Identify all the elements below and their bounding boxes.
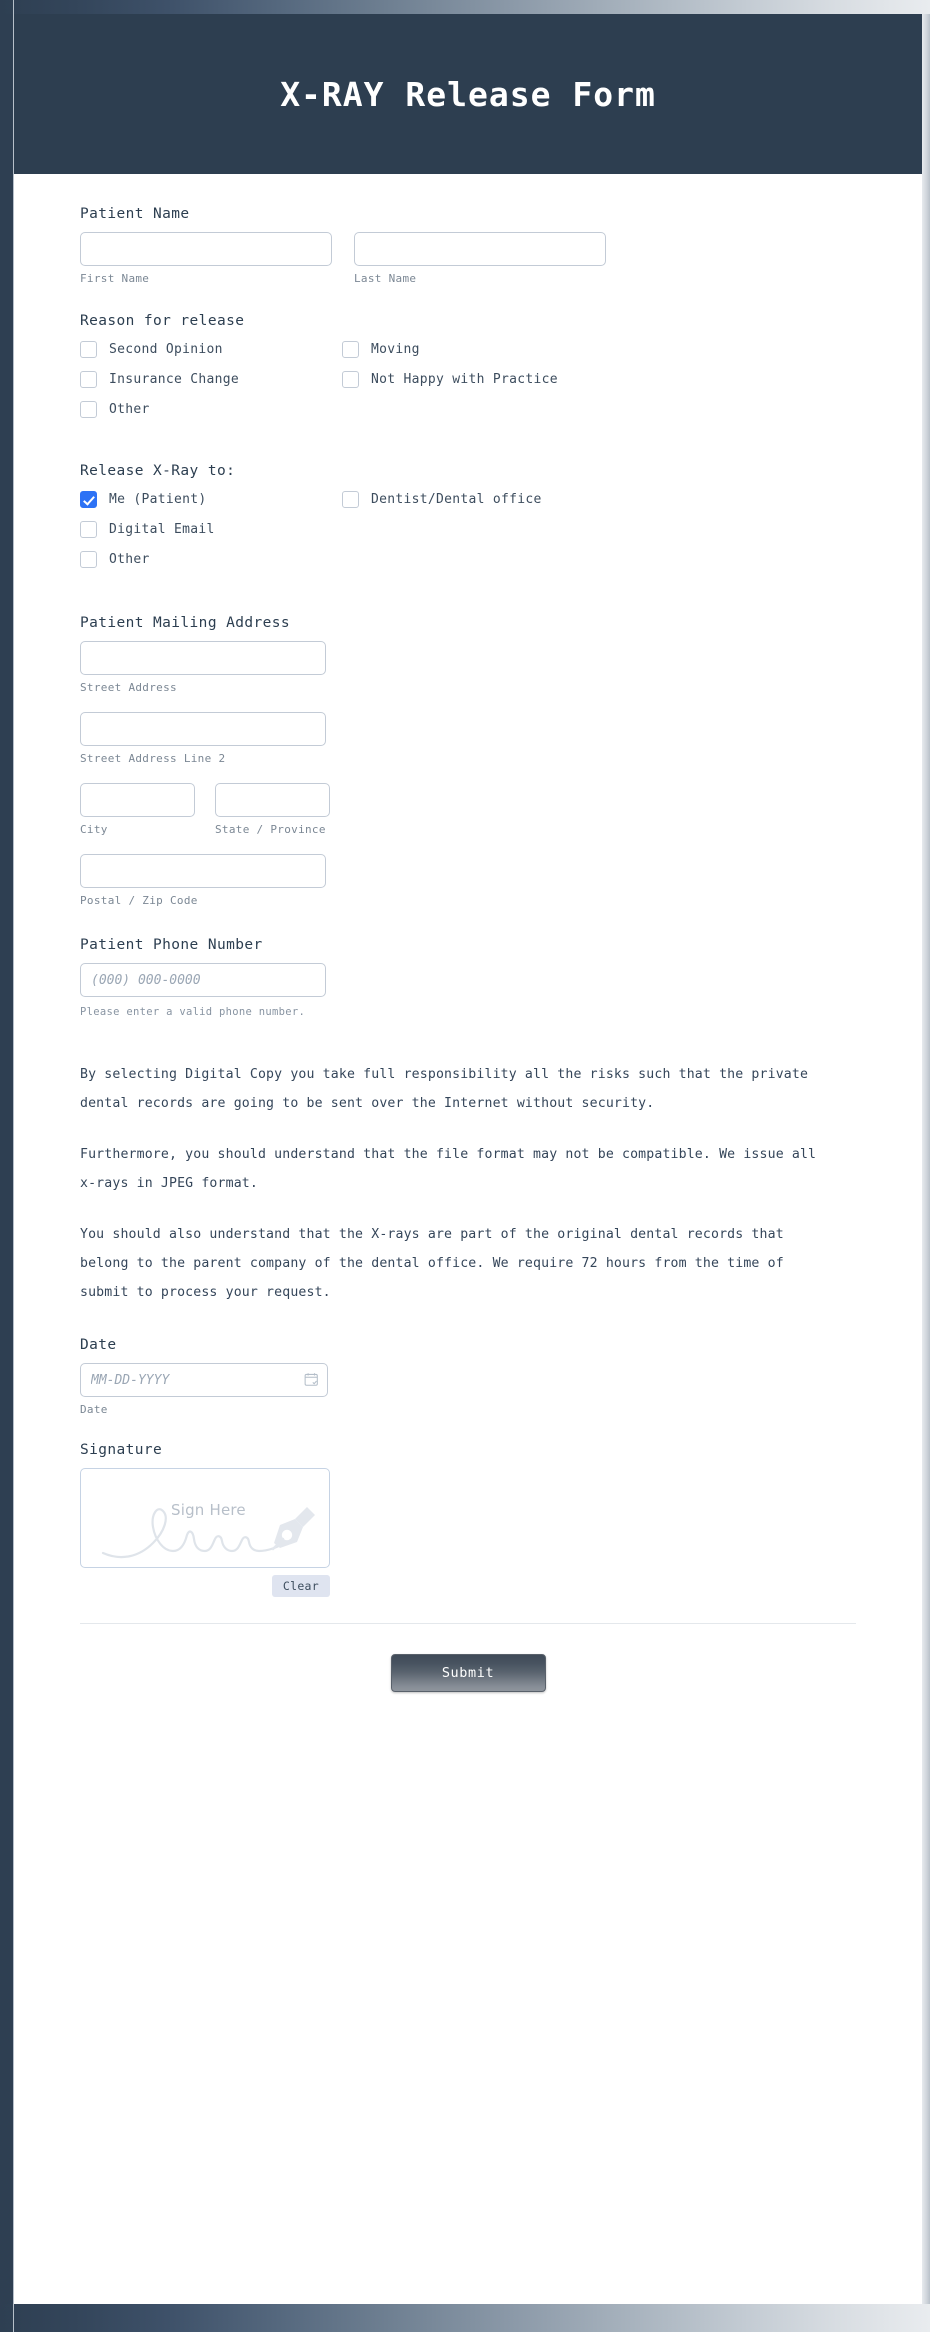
patient-name-row [80, 232, 856, 285]
street-address-2-sublabel: Street Address Line 2 [80, 752, 226, 765]
release-to-field [80, 463, 856, 579]
form-body [14, 174, 922, 1732]
checkbox-label: Me (Patient) [109, 492, 207, 507]
phone-label: Patient Phone Number [80, 937, 263, 953]
checkbox-label: Digital Email [109, 522, 215, 537]
submit-button[interactable]: Submit [391, 1654, 546, 1692]
checkbox-unchecked-icon[interactable] [342, 341, 359, 358]
checkbox-item[interactable] [80, 339, 342, 360]
signature-field [80, 1442, 856, 1597]
release-to-right-column [342, 489, 642, 579]
date-sublabel: Date [80, 1403, 108, 1416]
checkbox-unchecked-icon[interactable] [80, 341, 97, 358]
form-header [14, 14, 922, 174]
clear-signature-button[interactable]: Clear [272, 1575, 330, 1597]
checkbox-unchecked-icon[interactable] [80, 401, 97, 418]
mailing-address-label: Patient Mailing Address [80, 615, 290, 631]
checkbox-item[interactable] [342, 339, 642, 360]
city-input[interactable] [80, 783, 195, 817]
street-address-2-input[interactable] [80, 712, 326, 746]
checkbox-label: Other [109, 402, 150, 417]
last-name-group [354, 232, 606, 285]
checkbox-item[interactable] [80, 489, 342, 510]
state-input[interactable] [215, 783, 330, 817]
checkbox-item[interactable] [80, 549, 342, 570]
pen-nib-icon [273, 1507, 315, 1549]
reason-left-column [80, 339, 342, 429]
street-address-group [80, 641, 326, 694]
first-name-group [80, 232, 332, 285]
checkbox-label: Not Happy with Practice [371, 372, 558, 387]
checkbox-unchecked-icon[interactable] [342, 371, 359, 388]
disclaimer-paragraph: Furthermore, you should understand that the file format may not be compatible. We issue all x-rays in JPEG format. [80, 1147, 817, 1191]
checkbox-item[interactable] [80, 399, 342, 420]
street-address-sublabel: Street Address [80, 681, 177, 694]
mailing-address-field [80, 615, 856, 907]
reason-right-column [342, 339, 642, 429]
reason-for-release-field [80, 313, 856, 429]
signature-label: Signature [80, 1442, 163, 1458]
checkbox-label: Second Opinion [109, 342, 223, 357]
signature-pad[interactable] [80, 1468, 330, 1568]
checkbox-item[interactable] [80, 369, 342, 390]
checkbox-item[interactable] [80, 519, 342, 540]
window-left-hairline [13, 0, 14, 2332]
state-sublabel: State / Province [215, 823, 326, 836]
disclaimer-paragraph: By selecting Digital Copy you take full responsibility all the risks such that the private dental records are going to be sent over the Internet without security. [80, 1067, 809, 1111]
city-state-row [80, 783, 856, 836]
first-name-sublabel: First Name [80, 272, 150, 285]
phone-input[interactable] [80, 963, 326, 997]
checkbox-item[interactable] [342, 369, 642, 390]
window-right-edge [922, 0, 930, 2332]
window-left-edge [0, 0, 13, 2332]
first-name-input[interactable] [80, 232, 332, 266]
checkbox-unchecked-icon[interactable] [80, 551, 97, 568]
release-to-left-column [80, 489, 342, 579]
form-card [14, 14, 922, 2304]
patient-name-field [80, 206, 856, 285]
window-bottom-gradient-strip [0, 2304, 930, 2332]
postal-code-group [80, 854, 326, 907]
window-top-gradient-strip [0, 0, 930, 14]
reason-for-release-label: Reason for release [80, 313, 245, 329]
checkbox-item[interactable] [342, 489, 642, 510]
checkbox-label: Moving [371, 342, 420, 357]
submit-area [80, 1624, 856, 1732]
date-group [80, 1363, 328, 1416]
checkbox-unchecked-icon[interactable] [80, 521, 97, 538]
release-to-label: Release X-Ray to: [80, 463, 236, 479]
city-sublabel: City [80, 823, 108, 836]
reason-for-release-options [80, 339, 856, 429]
phone-hint: Please enter a valid phone number. [80, 1006, 306, 1018]
street-address-input[interactable] [80, 641, 326, 675]
postal-code-sublabel: Postal / Zip Code [80, 894, 198, 907]
checkbox-unchecked-icon[interactable] [342, 491, 359, 508]
checkbox-unchecked-icon[interactable] [80, 371, 97, 388]
last-name-input[interactable] [354, 232, 606, 266]
date-input[interactable] [80, 1363, 328, 1397]
checkbox-checked-icon[interactable] [80, 491, 97, 508]
checkbox-label: Insurance Change [109, 372, 240, 387]
checkbox-label: Dentist/Dental office [371, 492, 542, 507]
last-name-sublabel: Last Name [354, 272, 417, 285]
disclaimer-paragraph: You should also understand that the X-rays are part of the original dental records that belong to the parent company of the dental office. We require 72 hours from the time of submit to process your request. [80, 1227, 784, 1300]
phone-field [80, 937, 856, 1018]
sign-here-text: Sign Here [171, 1501, 246, 1519]
street-address-2-group [80, 712, 326, 765]
page-title: X-RAY Release Form [280, 74, 656, 114]
phone-group [80, 963, 326, 1018]
city-group [80, 783, 195, 836]
disclaimer-block [80, 1060, 856, 1307]
patient-name-label: Patient Name [80, 206, 190, 222]
checkbox-label: Other [109, 552, 150, 567]
date-field [80, 1337, 856, 1416]
state-group [215, 783, 330, 836]
signature-clear-row [80, 1575, 330, 1597]
release-to-options [80, 489, 856, 579]
postal-code-input[interactable] [80, 854, 326, 888]
date-label: Date [80, 1337, 117, 1353]
